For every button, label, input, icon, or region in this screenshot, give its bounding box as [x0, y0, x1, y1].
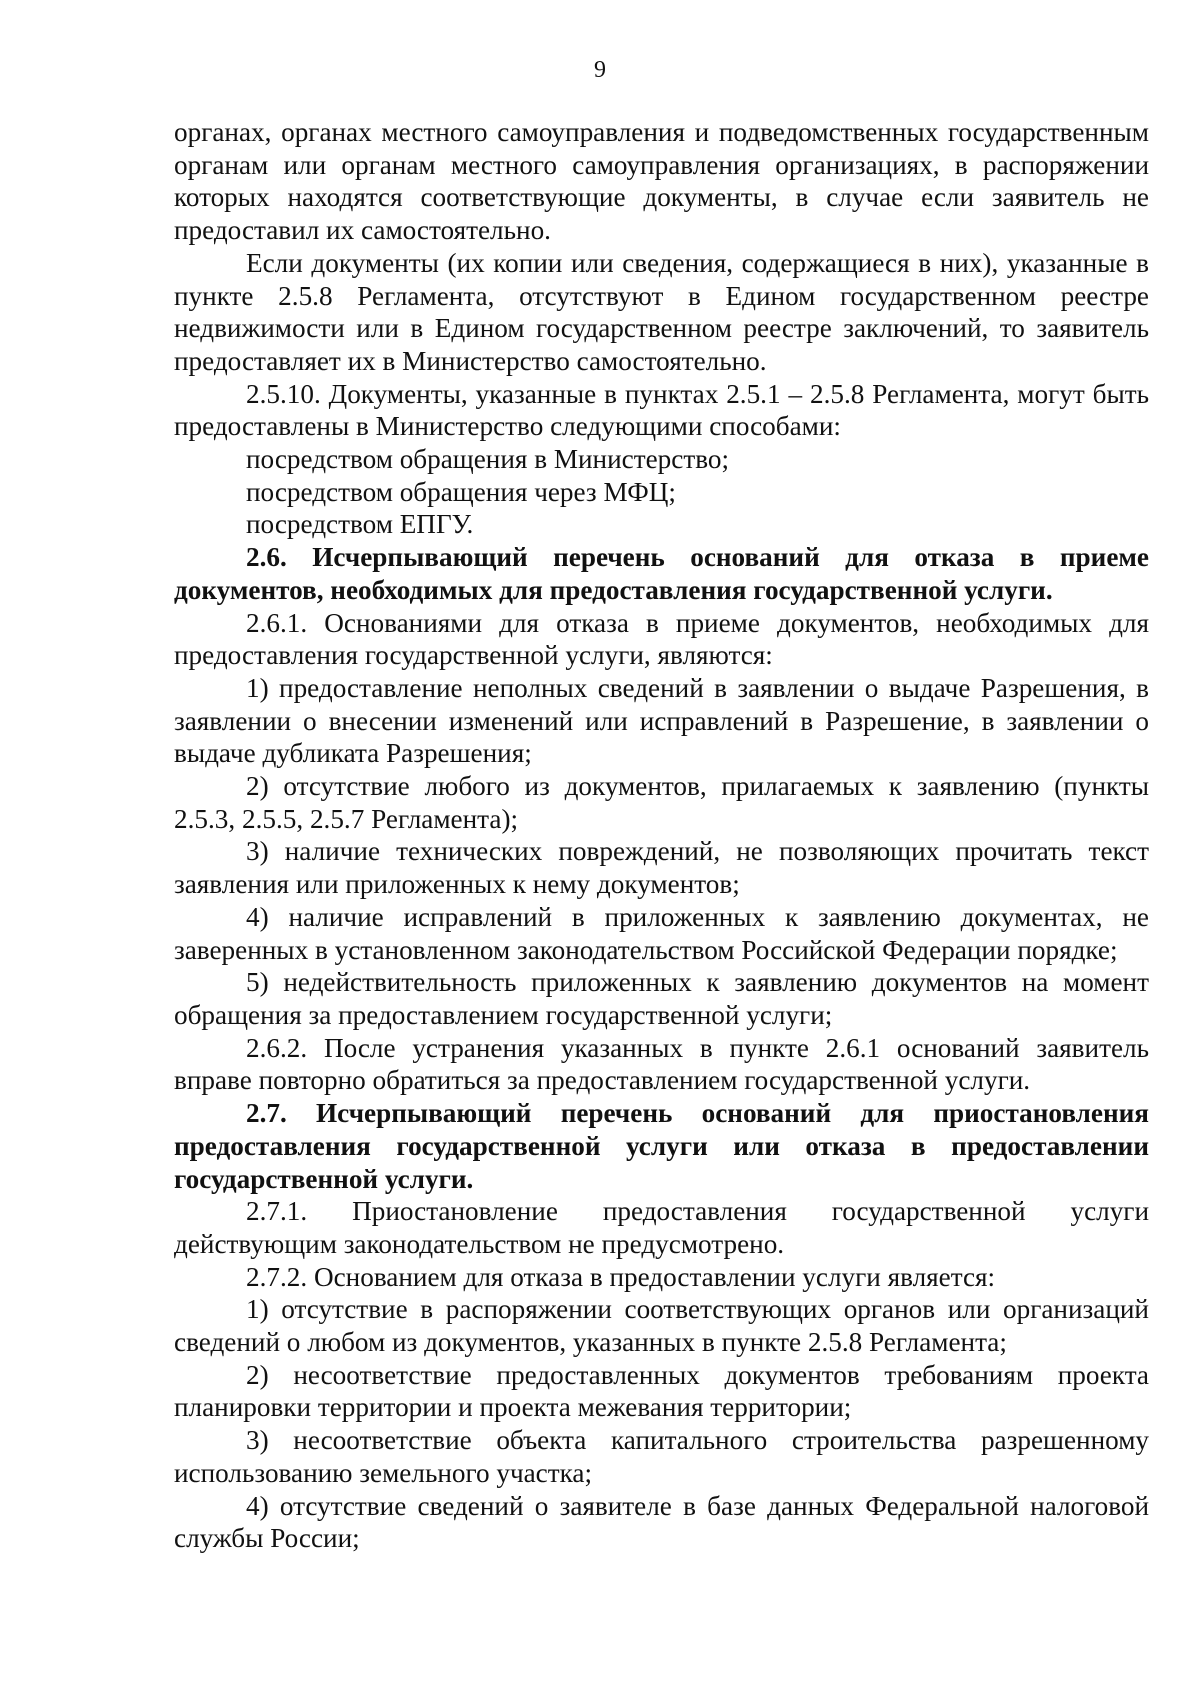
list-item: 1) предоставление неполных сведений в заявлении о выдаче Разрешения, в заявлении о внесении изменений или исправлений в Разрешение, в заявлении о выдаче дубликата Разрешения; — [174, 672, 1149, 769]
page-number: 9 — [594, 57, 606, 83]
section-heading-2-6: 2.6. Исчерпывающий перечень оснований для отказа в приеме документов, необходимых для предоставления государственной услуги. — [174, 542, 1149, 605]
paragraph-2-6-1: 2.6.1. Основаниями для отказа в приеме документов, необходимых для предоставления государственной услуги, являются: — [174, 607, 1149, 671]
list-item-method: посредством обращения через МФЦ; — [246, 476, 676, 507]
list-item: 4) отсутствие сведений о заявителе в базе данных Федеральной налоговой службы России; — [174, 1490, 1149, 1554]
paragraph-2-6-2: 2.6.2. После устранения указанных в пункте 2.6.1 оснований заявитель вправе повторно обратиться за предоставлением государственной услуги. — [174, 1032, 1149, 1096]
paragraph-continuation: органах, органах местного самоуправления и подведомственных государственным органам или органам местного самоуправления организациях, в распоряжении которых находятся соответствующие документы, в случае если заявитель не предоставил их самостоятельно. — [174, 117, 1149, 246]
list-item-method: посредством обращения в Министерство; — [246, 444, 730, 475]
section-heading-2-7: 2.7. Исчерпывающий перечень оснований для приостановления предоставления государственной услуги или отказа в предоставлении государственной услуги. — [174, 1098, 1149, 1194]
list-item: 2) отсутствие любого из документов, прилагаемых к заявлению (пункты 2.5.3, 2.5.5, 2.5.7 Регламента); — [174, 771, 1149, 834]
list-item-method: посредством ЕПГУ. — [246, 509, 474, 540]
list-item: 1) отсутствие в распоряжении соответствующих органов или организаций сведений о любом из документов, указанных в пункте 2.5.8 Регламента; — [174, 1294, 1149, 1358]
list-item: 3) наличие технических повреждений, не позволяющих прочитать текст заявления или приложенных к нему документов; — [174, 836, 1149, 900]
list-item: 5) недействительность приложенных к заявлению документов на момент обращения за предоставлением государственной услуги; — [174, 967, 1149, 1030]
document-body — [174, 116, 1149, 1555]
list-item: 3) несоответствие объекта капитального строительства разрешенному использованию земельного участка; — [174, 1425, 1149, 1488]
paragraph-2-5-10: 2.5.10. Документы, указанные в пунктах 2.5.1 – 2.5.8 Регламента, могут быть предоставлены в Министерство следующими способами: — [174, 378, 1149, 442]
paragraph-2-7-1: 2.7.1. Приостановление предоставления государственной услуги действующим законодательством не предусмотрено. — [174, 1196, 1149, 1259]
paragraph: Если документы (их копии или сведения, содержащиеся в них), указанные в пункте 2.5.8 Регламента, отсутствуют в Едином государственном реестре недвижимости или в Едином государственном реестре заключений, то заявитель предоставляет их в Министерство самостоятельно. — [174, 247, 1149, 376]
list-item: 4) наличие исправлений в приложенных к заявлению документах, не заверенных в установленном законодательством Российской Федерации порядке; — [174, 901, 1149, 965]
paragraph-2-7-2: 2.7.2. Основанием для отказа в предоставлении услуги является: — [246, 1261, 996, 1292]
list-item: 2) несоответствие предоставленных документов требованиям проекта планировки территории и проекта межевания территории; — [174, 1359, 1149, 1423]
